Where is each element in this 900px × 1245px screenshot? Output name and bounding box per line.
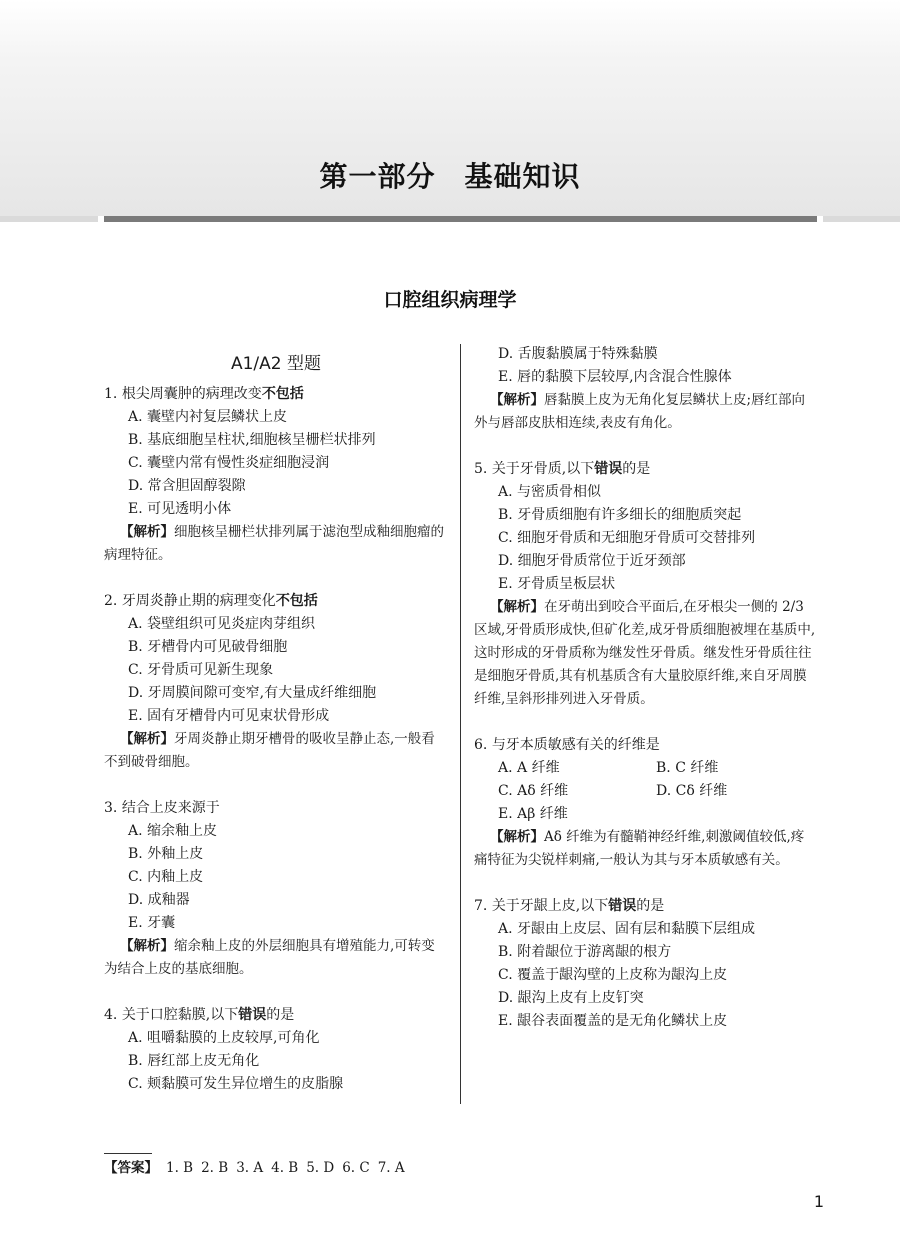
title-rule-right xyxy=(823,216,900,222)
option-b: B. 牙槽骨内可见破骨细胞 xyxy=(128,639,288,655)
answer-item: 6. C xyxy=(342,1160,370,1176)
question-stem: 5. 关于牙骨质,以下错误的是 xyxy=(474,461,651,477)
option-a: A. 牙龈由上皮层、固有层和黏膜下层组成 xyxy=(498,921,756,937)
option-d: D. 细胞牙骨质常位于近牙颈部 xyxy=(498,553,686,569)
answer-item: 3. A xyxy=(236,1160,264,1176)
option-d: D. Cδ 纤维 xyxy=(656,783,728,799)
explanation: 【解析】唇黏膜上皮为无角化复层鳞状上皮;唇红部向外与唇部皮肤相连续,表皮有角化。 xyxy=(474,392,806,431)
explanation: 【解析】牙周炎静止期牙槽骨的吸收呈静止态,一般看不到破骨细胞。 xyxy=(104,731,435,770)
footnote-rule xyxy=(104,1153,152,1154)
question-4-continued xyxy=(474,343,816,435)
part-title: 第一部分 基础知识 xyxy=(319,160,581,193)
question-3 xyxy=(104,797,448,981)
option-e: E. 牙骨质呈板层状 xyxy=(498,576,616,592)
option-e: E. 可见透明小体 xyxy=(128,501,232,517)
emphasis: 错误 xyxy=(238,1007,267,1023)
answer-item: 1. B xyxy=(166,1160,194,1176)
title-rule-left xyxy=(0,216,98,222)
option-c: C. 覆盖于龈沟壁的上皮称为龈沟上皮 xyxy=(498,967,728,983)
option-b: B. 牙骨质细胞有许多细长的细胞质突起 xyxy=(498,507,742,523)
explanation: 【解析】在牙萌出到咬合平面后,在牙根尖一侧的 2/3 区域,牙骨质形成快,但矿化差,成牙骨质细胞被埋在基质中,这时形成的牙骨质称为继发性牙骨质。继发性牙骨质往往是细胞牙骨质,其有机基质含有大量胶原纤维,来自牙周膜纤维,呈斜形排列进入牙骨质。 xyxy=(474,599,816,707)
question-6 xyxy=(474,734,816,872)
option-c: C. 内釉上皮 xyxy=(128,869,204,885)
emphasis: 错误 xyxy=(608,898,637,914)
question-5 xyxy=(474,458,816,711)
question-stem: 2. 牙周炎静止期的病理变化不包括 xyxy=(104,593,318,609)
question-4 xyxy=(104,1004,448,1096)
question-number: 4. xyxy=(104,1007,118,1023)
question-number: 2. xyxy=(104,593,118,609)
answer-item: 5. D xyxy=(306,1160,335,1176)
option-d: D. 牙周膜间隙可变窄,有大量成纤维细胞 xyxy=(128,685,377,701)
question-7 xyxy=(474,895,816,1033)
option-a: A. 缩余釉上皮 xyxy=(128,823,218,839)
option-e: E. 固有牙槽骨内可见束状骨形成 xyxy=(128,708,330,724)
question-number: 6. xyxy=(474,737,488,753)
right-column xyxy=(474,343,816,1033)
option-row xyxy=(474,780,816,803)
question-type-heading: A1/A2 型题 xyxy=(230,354,322,374)
explanation-label: 【解析】 xyxy=(490,599,544,615)
option-b: B. 基底细胞呈柱状,细胞核呈栅栏状排列 xyxy=(128,432,376,448)
emphasis: 不包括 xyxy=(261,386,304,402)
question-number: 3. xyxy=(104,800,118,816)
answer-item: 2. B xyxy=(201,1160,229,1176)
page-number: 1 xyxy=(813,1192,824,1211)
emphasis: 不包括 xyxy=(275,593,318,609)
question-stem: 4. 关于口腔黏膜,以下错误的是 xyxy=(104,1007,295,1023)
question-number: 5. xyxy=(474,461,488,477)
option-d: D. 舌腹黏膜属于特殊黏膜 xyxy=(498,346,658,362)
emphasis: 错误 xyxy=(594,461,623,477)
option-a: A. 袋壁组织可见炎症肉芽组织 xyxy=(128,616,316,632)
option-e: E. 唇的黏膜下层较厚,内含混合性腺体 xyxy=(498,369,732,385)
option-e: E. 牙囊 xyxy=(128,915,176,931)
answer-key xyxy=(104,1158,413,1178)
option-a: A. 咀嚼黏膜的上皮较厚,可角化 xyxy=(128,1030,320,1046)
explanation-label: 【解析】 xyxy=(490,392,544,408)
explanation: 【解析】Aδ 纤维为有髓鞘神经纤维,刺激阈值较低,疼痛特征为尖锐样刺痛,一般认为其与牙本质敏感有关。 xyxy=(474,829,805,868)
option-a: A. 与密质骨相似 xyxy=(498,484,602,500)
option-c: C. Aδ 纤维 xyxy=(498,783,569,799)
answer-key-label: 【答案】 xyxy=(104,1160,158,1176)
option-c: C. 颊黏膜可发生异位增生的皮脂腺 xyxy=(128,1076,344,1092)
question-number: 7. xyxy=(474,898,488,914)
explanation-label: 【解析】 xyxy=(120,938,174,954)
question-stem: 3. 结合上皮来源于 xyxy=(104,800,220,816)
left-column xyxy=(104,343,448,1096)
option-row xyxy=(474,757,816,780)
option-b: B. C 纤维 xyxy=(656,760,719,776)
question-stem: 1. 根尖周囊肿的病理改变不包括 xyxy=(104,386,304,402)
option-b: B. 外釉上皮 xyxy=(128,846,204,862)
question-stem: 7. 关于牙龈上皮,以下错误的是 xyxy=(474,898,665,914)
option-b: B. 附着龈位于游离龈的根方 xyxy=(498,944,672,960)
question-2 xyxy=(104,590,448,774)
explanation-label: 【解析】 xyxy=(120,524,174,540)
answer-item: 4. B xyxy=(271,1160,299,1176)
option-c: C. 牙骨质可见新生现象 xyxy=(128,662,274,678)
title-rule xyxy=(104,216,817,222)
question-number: 1. xyxy=(104,386,118,402)
option-e: E. Aβ 纤维 xyxy=(498,806,568,822)
option-a: A. A 纤维 xyxy=(498,760,560,776)
explanation: 【解析】缩余釉上皮的外层细胞具有增殖能力,可转变为结合上皮的基底细胞。 xyxy=(104,938,435,977)
explanation-label: 【解析】 xyxy=(120,731,174,747)
answer-item: 7. A xyxy=(377,1160,405,1176)
explanation: 【解析】细胞核呈栅栏状排列属于滤泡型成釉细胞瘤的病理特征。 xyxy=(104,524,444,563)
option-d: D. 常含胆固醇裂隙 xyxy=(128,478,246,494)
question-1 xyxy=(104,383,448,567)
option-a: A. 囊壁内衬复层鳞状上皮 xyxy=(128,409,288,425)
option-d: D. 龈沟上皮有上皮钉突 xyxy=(498,990,644,1006)
section-title: 口腔组织病理学 xyxy=(383,289,517,311)
option-c: C. 细胞牙骨质和无细胞牙骨质可交替排列 xyxy=(498,530,756,546)
question-stem: 6. 与牙本质敏感有关的纤维是 xyxy=(474,737,660,753)
explanation-label: 【解析】 xyxy=(490,829,544,845)
column-divider xyxy=(460,344,461,1104)
option-e: E. 龈谷表面覆盖的是无角化鳞状上皮 xyxy=(498,1013,728,1029)
option-b: B. 唇红部上皮无角化 xyxy=(128,1053,260,1069)
option-d: D. 成釉器 xyxy=(128,892,190,908)
option-c: C. 囊壁内常有慢性炎症细胞浸润 xyxy=(128,455,330,471)
